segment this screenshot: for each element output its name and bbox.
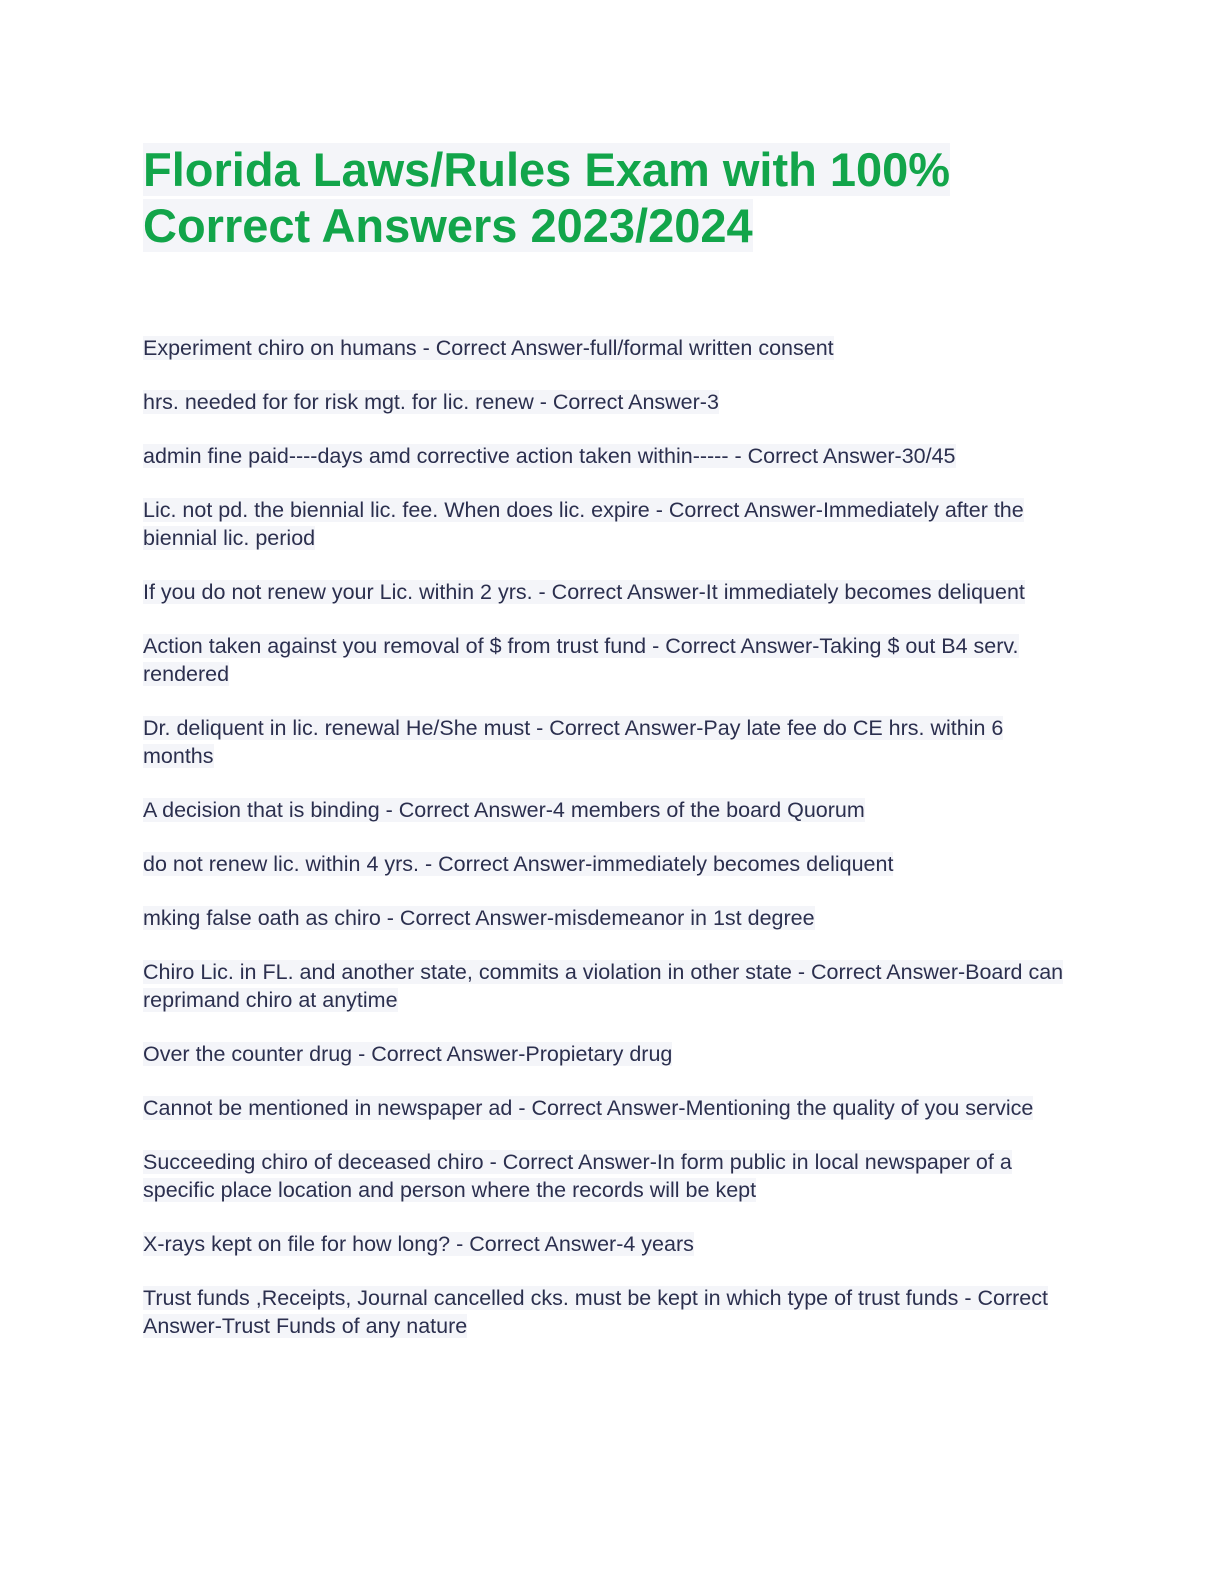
qa-list <box>143 334 1073 1366</box>
qa-item: admin fine paid----days amd corrective action taken within----- - Correct Answer-30/45 <box>143 444 956 468</box>
qa-item: Dr. deliquent in lic. renewal He/She must - Correct Answer-Pay late fee do CE hrs. within 6 months <box>143 716 1004 768</box>
qa-item: Over the counter drug - Correct Answer-Propietary drug <box>143 1042 673 1066</box>
document-title-text: Florida Laws/Rules Exam with 100% Correct Answers 2023/2024 <box>143 143 951 252</box>
qa-item: X-rays kept on file for how long? - Correct Answer-4 years <box>143 1232 694 1256</box>
qa-item: mking false oath as chiro - Correct Answer-misdemeanor in 1st degree <box>143 906 815 930</box>
qa-item: Lic. not pd. the biennial lic. fee. When does lic. expire - Correct Answer-Immediately after the biennial lic. period <box>143 498 1024 550</box>
qa-item: A decision that is binding - Correct Answer-4 members of the board Quorum <box>143 798 865 822</box>
document-title <box>143 142 1043 254</box>
qa-item: Experiment chiro on humans - Correct Answer-full/formal written consent <box>143 336 834 360</box>
qa-item: Cannot be mentioned in newspaper ad - Correct Answer-Mentioning the quality of you service <box>143 1096 1034 1120</box>
qa-item: Action taken against you removal of $ from trust fund - Correct Answer-Taking $ out B4 serv. rendered <box>143 634 1019 686</box>
qa-item: hrs. needed for for risk mgt. for lic. renew - Correct Answer-3 <box>143 390 719 414</box>
qa-item: Trust funds ,Receipts, Journal cancelled cks. must be kept in which type of trust funds - Correct Answer-Trust Funds of any nature <box>143 1286 1048 1338</box>
qa-item: If you do not renew your Lic. within 2 yrs. - Correct Answer-It immediately becomes deliquent <box>143 580 1025 604</box>
qa-item: Chiro Lic. in FL. and another state, commits a violation in other state - Correct Answer-Board can reprimand chiro at anytime <box>143 960 1064 1012</box>
qa-item: Succeeding chiro of deceased chiro - Correct Answer-In form public in local newspaper of a specific place location and person where the records will be kept <box>143 1150 1012 1202</box>
qa-item: do not renew lic. within 4 yrs. - Correct Answer-immediately becomes deliquent <box>143 852 894 876</box>
